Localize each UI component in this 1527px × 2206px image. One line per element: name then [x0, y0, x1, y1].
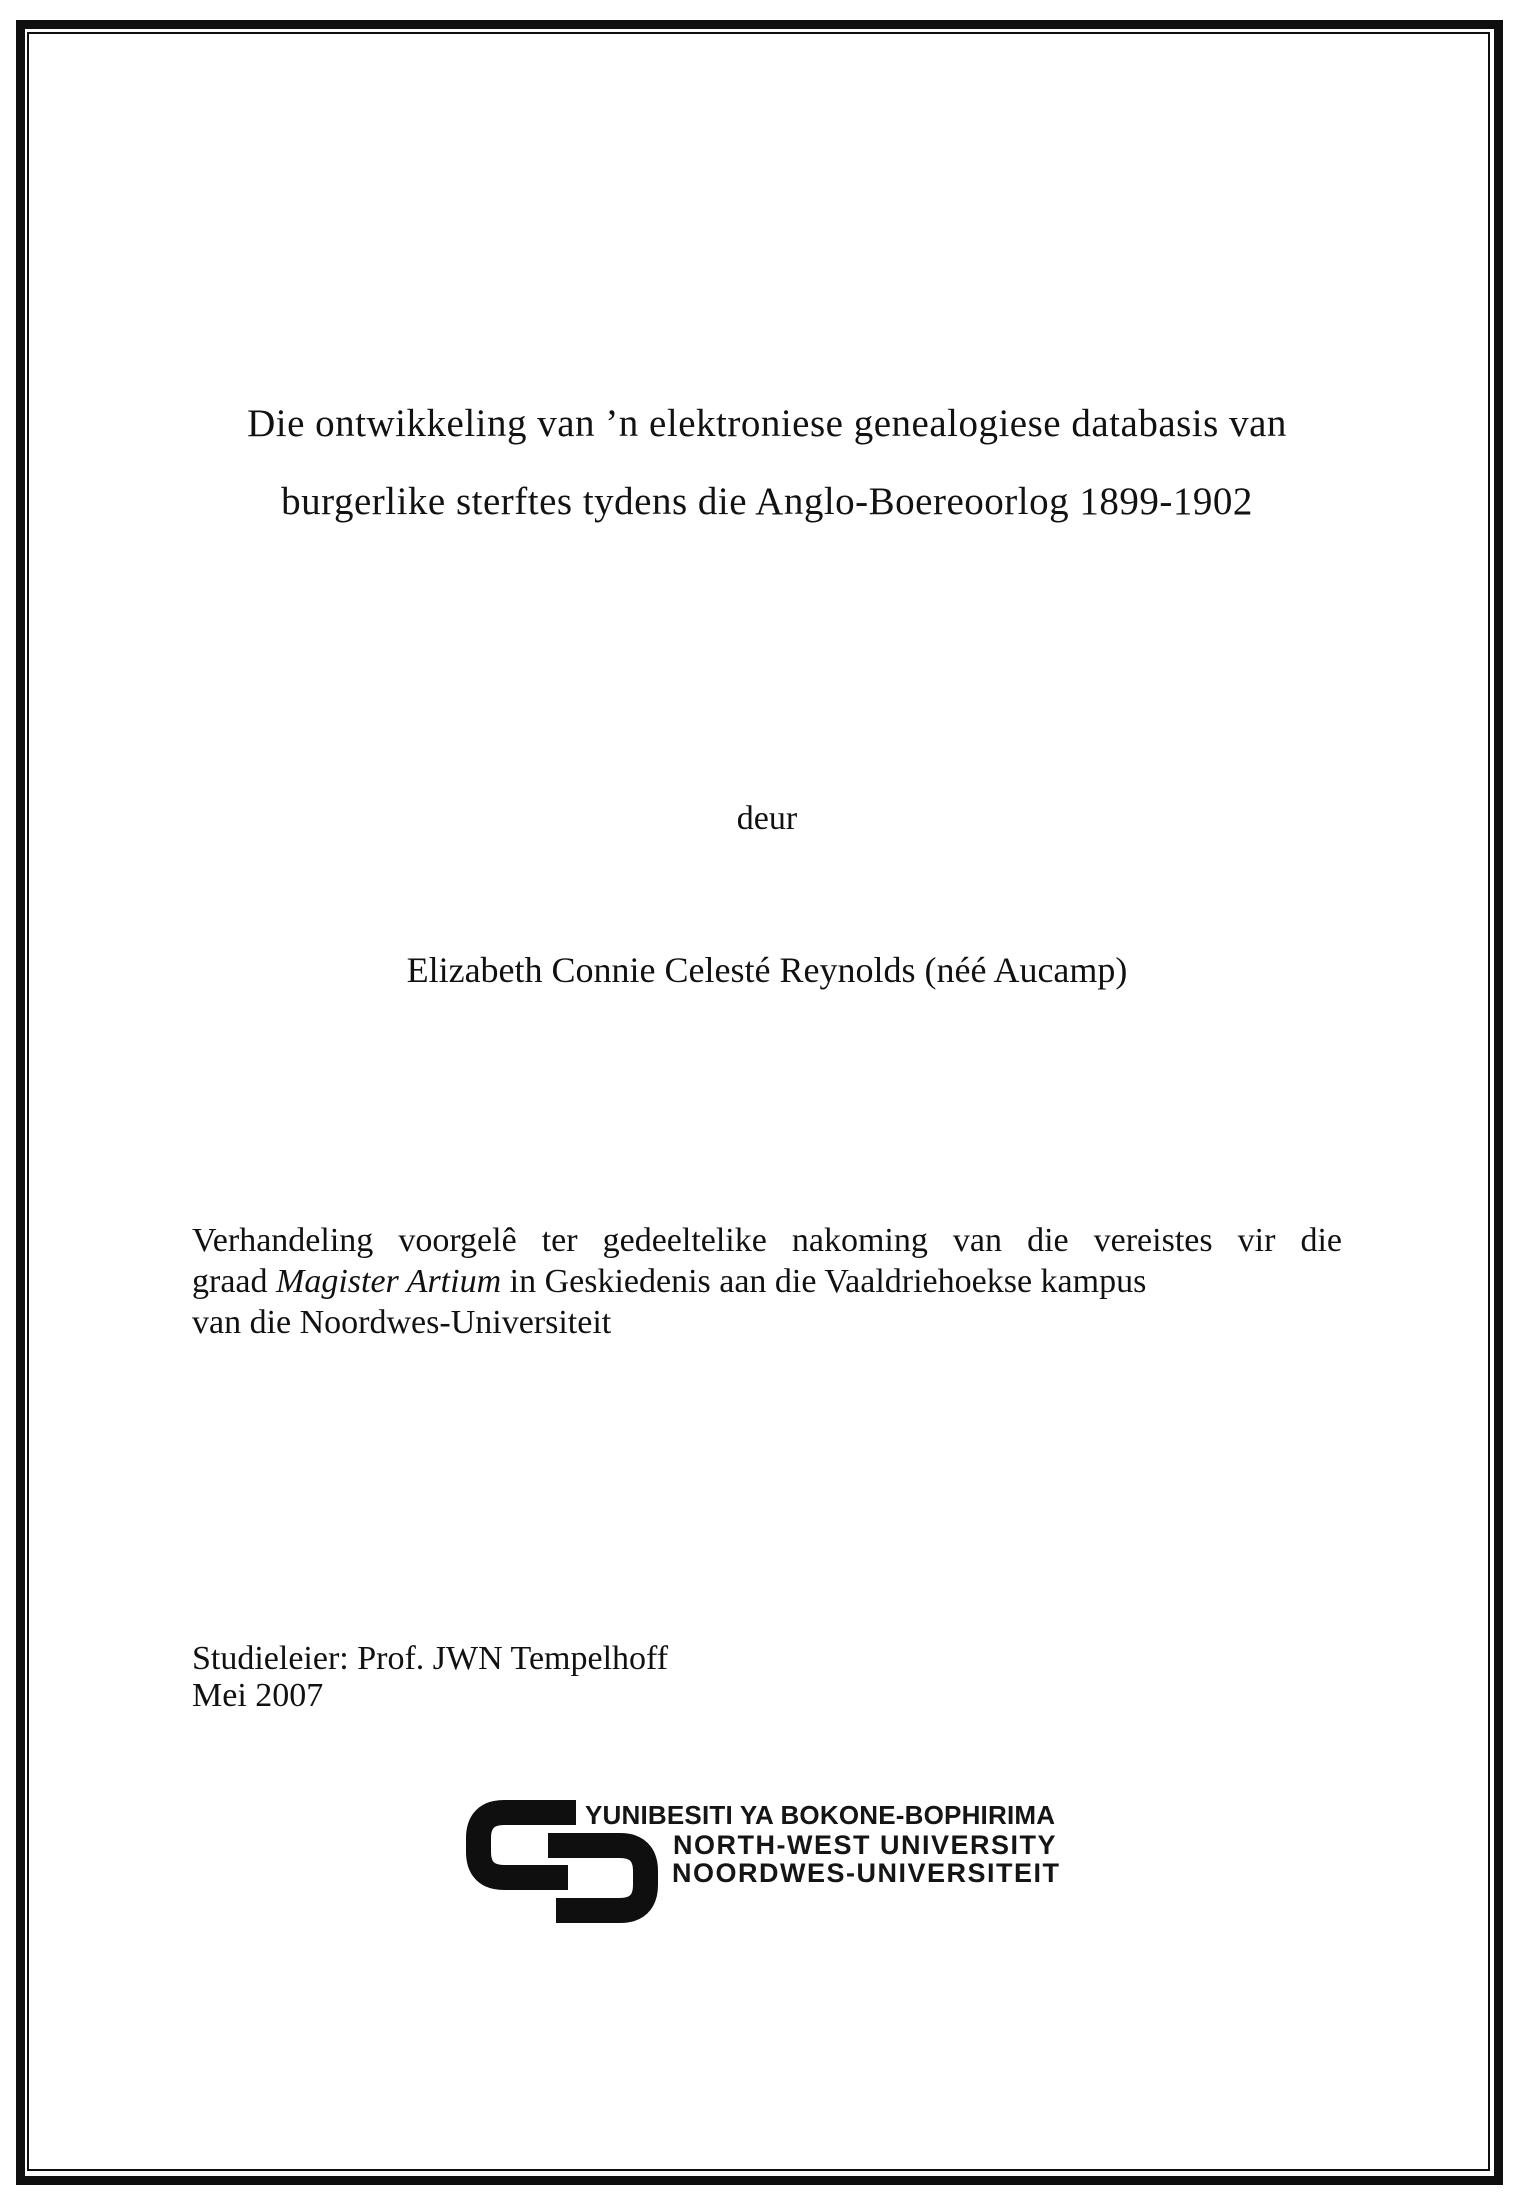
university-logo [464, 1798, 1104, 1928]
degree-statement-line2-suffix: in Geskiedenis aan die Vaaldriehoekse kampus [501, 1263, 1147, 1300]
byline-label: deur [736, 800, 798, 837]
degree-name-italic: Magister Artium [276, 1263, 502, 1300]
degree-statement-line2-prefix: graad [192, 1263, 277, 1300]
degree-statement-line1: Verhandeling voorgelê ter gedeeltelike nakoming van die vereistes vir die [192, 1222, 1342, 1259]
logo-text-setswana: YUNIBESITI YA BOKONE-BOPHIRIMA [585, 1800, 1056, 1830]
thesis-title-line2: burgerlike sterftes tydens die Anglo-Boereoorlog 1899-1902 [281, 480, 1253, 523]
degree-statement-line2 [192, 1261, 1342, 1302]
date-line: Mei 2007 [192, 1677, 324, 1714]
thesis-title-line1: Die ontwikkeling van ’n elektroniese genealogiese databasis van [247, 402, 1287, 445]
logo-text-english: NORTH-WEST UNIVERSITY [673, 1830, 1058, 1860]
supervisor-block [192, 1640, 1092, 1714]
supervisor-line: Studieleier: Prof. JWN Tempelhoff [192, 1640, 669, 1677]
degree-statement-line3: van die Noordwes-Universiteit [192, 1304, 612, 1341]
logo-text-afrikaans: NOORDWES-UNIVERSITEIT [672, 1858, 1061, 1888]
author-name: Elizabeth Connie Celesté Reynolds (néé Aucamp) [406, 950, 1128, 990]
thesis-title [192, 385, 1342, 541]
degree-statement [192, 1220, 1342, 1343]
